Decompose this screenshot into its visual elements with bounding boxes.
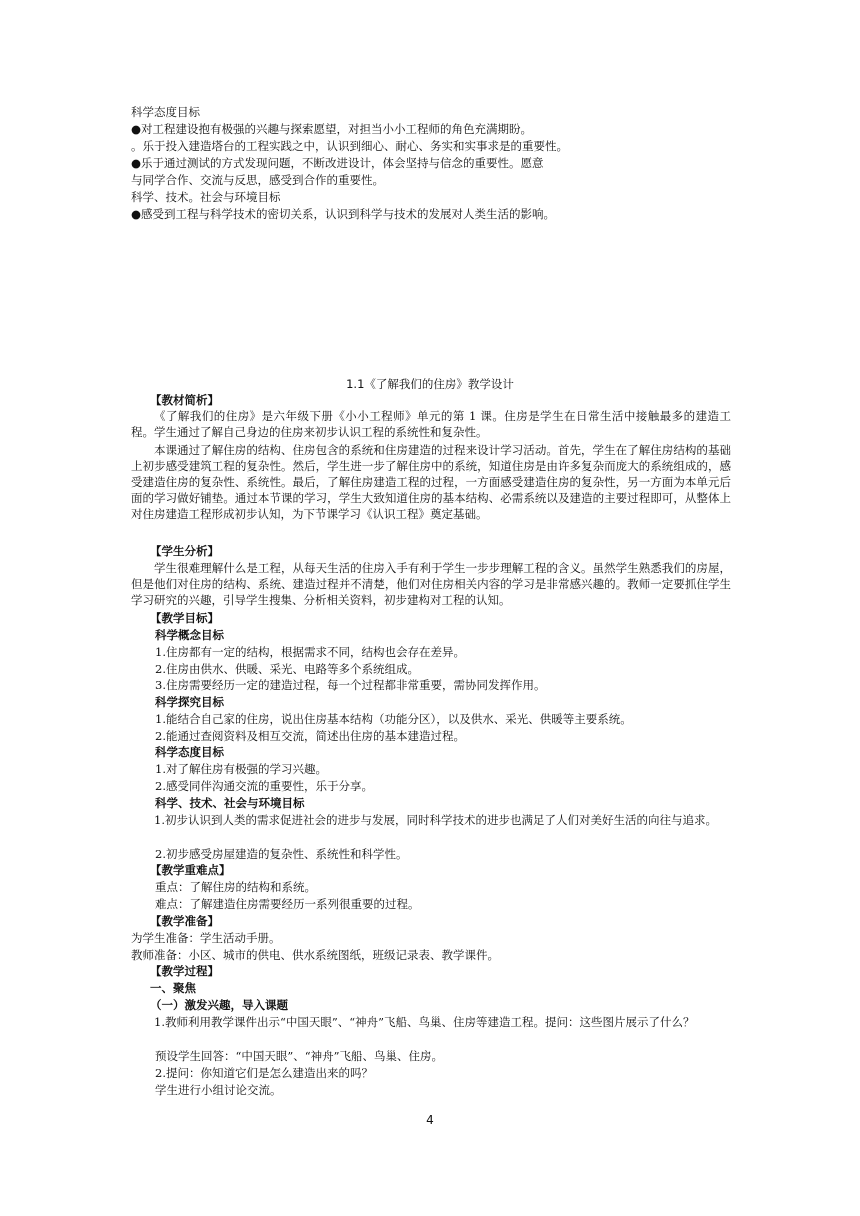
subheading: 科学探究目标 xyxy=(155,695,224,709)
list-item: 1.住房都有一定的结构，根据需求不同，结构也会存在差异。 xyxy=(155,645,465,659)
list-item: 3.住房需要经历一定的建造过程，每一个过程都非常重要，需协同发挥作用。 xyxy=(155,678,546,692)
section-heading: 【教学准备】 xyxy=(150,914,219,928)
bullet-item: ●乐于通过测试的方式发现问题，不断改进设计，体会坚持与信念的重要性。愿意 xyxy=(131,156,544,170)
section-heading: 【学生分析】 xyxy=(150,544,219,558)
section-heading: 【教学过程】 xyxy=(150,964,219,978)
list-item: 2.住房由供水、供暖、采光、电路等多个系统组成。 xyxy=(155,662,419,676)
section-heading: 【教学目标】 xyxy=(150,611,219,625)
list-item: 2.初步感受房屋建造的复杂性、系统性和科学性。 xyxy=(155,847,408,861)
list-item: 2.提问：你知道它们是怎么建造出来的吗？ xyxy=(155,1066,373,1080)
subheading: 科学、技术、社会与环境目标 xyxy=(155,796,305,810)
list-item: 难点：了解建造住房需要经历一系列很重要的过程。 xyxy=(155,897,420,911)
list-item: 1.能结合自己家的住房，说出住房基本结构（功能分区），以及供水、采光、供暖等主要系统。 xyxy=(155,712,632,726)
paragraph: 1.教师利用教学课件出示“中国天眼”、“神舟”飞船、鸟巢、住房等建造工程。提问：这些图片展示了什么？ xyxy=(154,1015,695,1029)
list-item: 1.对了解住房有极强的学习兴趣。 xyxy=(155,762,327,776)
page-number: 4 xyxy=(426,1113,434,1127)
paragraph: 《了解我们的住房》是六年级下册《小小工程师》单元的第 1 课。住房是学生在日常生活中接触最多的建造工程。学生通过了解自己身边的住房来初步认识工程的系统性和复杂性。 xyxy=(131,409,731,439)
list-item: 学生进行小组讨论交流。 xyxy=(155,1083,282,1097)
list-item: 为学生准备：学生活动手册。 xyxy=(131,931,281,945)
heading-sts-goals: 科学、技术。社会与环境目标 xyxy=(131,190,281,204)
page-title: 1.1《了解我们的住房》教学设计 xyxy=(346,377,514,391)
list-item: 教师准备：小区、城市的供电、供水系统图纸，班级记录表、教学课件。 xyxy=(131,948,499,962)
list-item: 2.能通过查阅资料及相互交流，简述出住房的基本建造过程。 xyxy=(155,729,465,743)
bullet-item: ●对工程建设抱有极强的兴趣与探索愿望，对担当小小工程师的角色充满期盼。 xyxy=(131,122,533,136)
heading-attitude-goals: 科学态度目标 xyxy=(131,105,200,119)
bullet-item: ●感受到工程与科学技术的密切关系，认识到科学与技术的发展对人类生活的影响。 xyxy=(131,207,556,221)
list-item: 2.感受同伴沟通交流的重要性，乐于分享。 xyxy=(155,779,373,793)
list-item: 1.初步认识到人类的需求促进社会的进步与发展，同时科学技术的进步也满足了人们对美好生活的向往与追求。 xyxy=(154,813,717,827)
paragraph: 本课通过了解住房的结构、住房包含的系统和住房建造的过程来设计学习活动。首先，学生在了解住房结构的基础上初步感受建筑工程的复杂性。然后，学生进一步了解住房中的系统，知道住房是由许多复杂而庞大的系统组成的，感受建造住房的复杂性、系统性。最后，了解住房建造工程的过程，一方面感受建造住房的复杂性，另一方面为本单元后面的学习做好铺垫。通过本节课的学习，学生大致知道住房的基本结构、必需系统以及建造的主要过程即可，从整体上对住房建造工程形成初步认知，为下节课学习《认识工程》奠定基础。 xyxy=(131,443,731,521)
list-item: 预设学生回答：“中国天眼”、“神舟”飞船、鸟巢、住房。 xyxy=(155,1049,444,1063)
list-item: 重点：了解住房的结构和系统。 xyxy=(155,880,316,894)
section-heading: 【教材简析】 xyxy=(150,393,219,407)
subheading: 科学态度目标 xyxy=(155,745,224,759)
bullet-continuation: 与同学合作、交流与反思，感受到合作的重要性。 xyxy=(131,173,384,187)
subheading: （一）激发兴趣，导入课题 xyxy=(150,998,288,1012)
bullet-item: 。乐于投入建造塔台的工程实践之中，认识到细心、耐心、务实和实事求是的重要性。 xyxy=(131,139,568,153)
subheading: 一、聚焦 xyxy=(150,981,196,995)
paragraph: 学生很难理解什么是工程，从每天生活的住房入手有利于学生一步步理解工程的含义。虽然学生熟悉我们的房屋，但是他们对住房的结构、系统、建造过程并不清楚，他们对住房相关内容的学习是非常感兴趣的。教师一定要抓住学生学习研究的兴趣，引导学生搜集、分析相关资料，初步建构对工程的认知。 xyxy=(131,561,731,607)
section-heading: 【教学重难点】 xyxy=(150,863,231,877)
subheading: 科学概念目标 xyxy=(155,628,224,642)
